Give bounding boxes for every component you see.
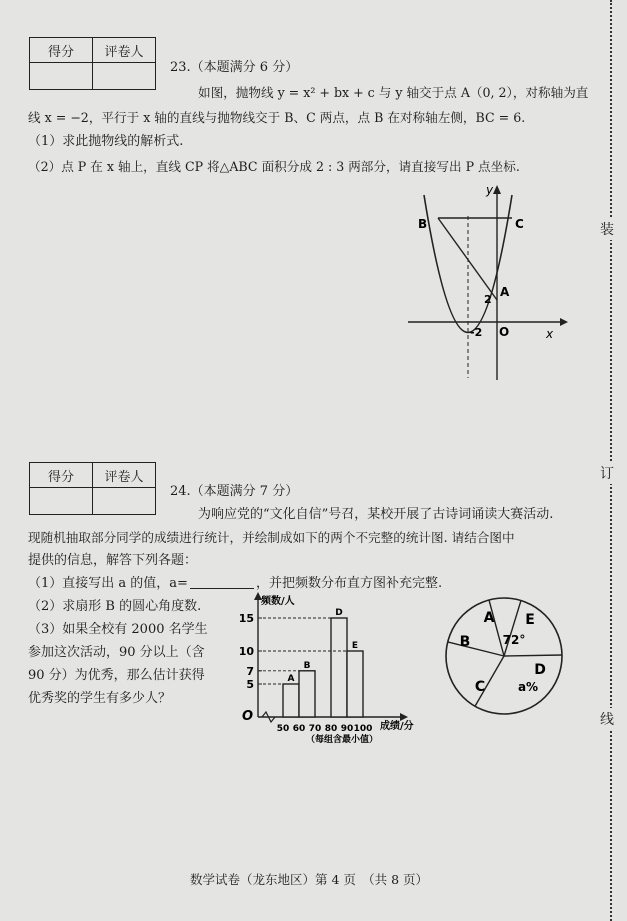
bar-label-a: A: [287, 674, 295, 684]
x-tick-label: 90: [340, 724, 354, 734]
y-tick-label: 5: [246, 678, 254, 691]
q24-line3: 提供的信息，解答下列各题：: [28, 553, 198, 568]
slice-label-a: A: [483, 610, 495, 626]
x-tick-label: 80: [324, 724, 338, 734]
bar-label-d: D: [335, 608, 343, 618]
q24-line2: 现随机抽取部分同学的成绩进行统计，并绘制成如下的两个不完整的统计图. 请结合图中: [28, 530, 515, 545]
label-2: 2: [484, 293, 492, 306]
parabola-figure: [400, 180, 580, 385]
score-cell: [30, 63, 93, 90]
y-tick-label: 7: [246, 664, 254, 678]
bar-label-b: B: [303, 660, 311, 671]
q24-line1: 为响应党的“文化自信”号召，某校开展了古诗词诵读大赛活动.: [198, 507, 554, 522]
y-tick-label: 15: [238, 612, 254, 625]
q24-part2: （2）求扇形 B 的圆心角度数.: [28, 599, 202, 614]
label-c: C: [515, 217, 524, 231]
q24-part3-l4: 优秀奖的学生有多少人？: [28, 691, 172, 706]
x-axis-arrow: [400, 713, 408, 721]
y-tick-label: 10: [238, 645, 254, 658]
q24-part3-l1: （3）如果全校有 2000 名学生: [28, 622, 208, 637]
annotation-e: 72°: [502, 633, 526, 647]
bar-d: [331, 618, 347, 717]
slice-label-c: C: [474, 679, 486, 695]
x-tick-label: 60: [292, 724, 306, 734]
q23-line1: 如图，抛物线 y = x² + bx + c 与 y 轴交于点 A（0, 2），对称轴为直: [198, 85, 589, 100]
q24-part3-l3: 90 分）为优秀，那么估计获得: [28, 668, 205, 683]
slice-label-d: D: [534, 662, 546, 678]
y-axis-arrow: [493, 185, 501, 194]
x-axis-arrow: [560, 318, 568, 326]
histogram-origin: O: [242, 709, 254, 724]
histogram-xlabel: 成绩/分: [380, 721, 414, 732]
slice-label-e: E: [525, 612, 535, 628]
binding-char-zhuang: 装: [600, 218, 614, 240]
label-neg2: -2: [470, 326, 483, 339]
q24-part3-l2: 参加这次活动，90 分以上（含: [28, 645, 205, 660]
parabola-curve: [424, 195, 512, 333]
bar-e: [347, 651, 363, 717]
bar-label-e: E: [351, 641, 359, 651]
annotation-d: a%: [517, 680, 539, 694]
grader-label: 评卷人: [93, 463, 156, 488]
label-o: O: [499, 325, 510, 339]
grader-label: 评卷人: [93, 38, 156, 63]
sector-chart: [432, 594, 582, 744]
answer-blank: [190, 574, 254, 589]
q24-part1-a: （1）直接写出 a 的值，a=: [28, 576, 188, 591]
binding-char-ding: 订: [600, 462, 614, 484]
q23-score-table: [29, 37, 156, 90]
label-y: y: [486, 183, 494, 197]
grader-cell: [93, 63, 156, 90]
page-footer: 数学试卷（龙东地区）第 4 页 （共 8 页）: [190, 872, 429, 887]
q23-line2: 线 x = −2，平行于 x 轴的直线与抛物线交于 B、C 两点，点 B 在对称轴左侧，BC = 6.: [28, 110, 526, 125]
label-x: x: [546, 327, 554, 341]
q24-score-table: [29, 462, 156, 515]
histogram-ylabel: 频数/人: [261, 596, 295, 607]
slice-label-b: B: [459, 634, 471, 650]
binding-char-xian: 线: [600, 708, 614, 730]
binding-line: [610, 0, 612, 921]
grader-cell: [93, 488, 156, 515]
x-tick-label: 70: [308, 724, 322, 734]
label-a: A: [500, 285, 510, 299]
q24-heading: 24.（本题满分 7 分）: [170, 484, 299, 499]
frequency-histogram: [228, 590, 428, 750]
bar-b: [299, 671, 315, 717]
score-label: 得分: [30, 38, 93, 63]
label-b: B: [418, 217, 428, 231]
q23-part2: （2）点 P 在 x 轴上，直线 CP 将△ABC 面积分成 2 : 3 两部分，请直接写出 P 点坐标.: [28, 159, 520, 174]
score-label: 得分: [30, 463, 93, 488]
x-tick-label: 50: [276, 724, 290, 734]
q23-heading: 23.（本题满分 6 分）: [170, 60, 299, 75]
x-tick-label: 100: [353, 724, 373, 734]
score-cell: [30, 488, 93, 515]
q24-part1-b: ，并把频数分布直方图补充完整.: [255, 576, 443, 591]
histogram-note: （每组含最小值）: [306, 735, 379, 745]
bar-a: [283, 684, 299, 717]
q23-part1: （1）求此抛物线的解析式.: [28, 134, 184, 149]
